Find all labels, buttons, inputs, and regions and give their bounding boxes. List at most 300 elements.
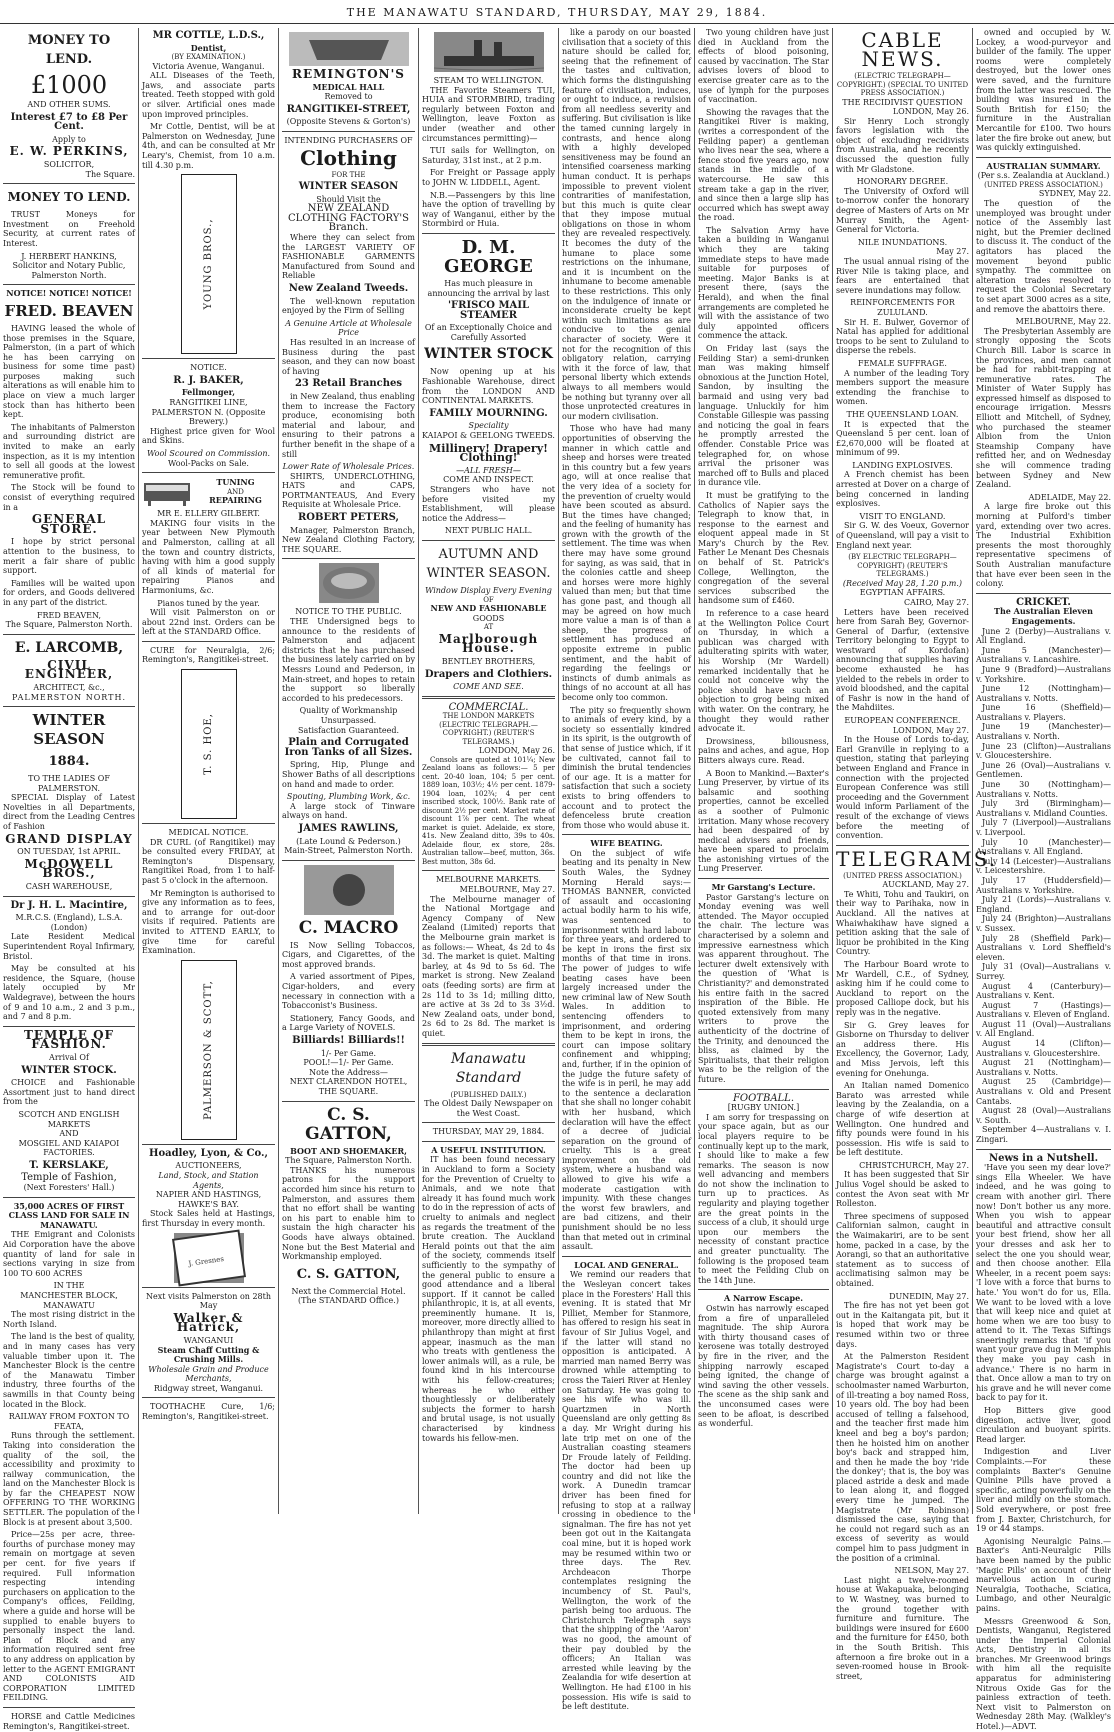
- dateline: LONDON, May 27.: [892, 725, 969, 735]
- article-heading: EGYPTIAN AFFAIRS.: [859, 588, 946, 598]
- article-text: Showing the ravages that the Rangitikei River is making, (writes a correspondent of the Feilding paper) a gentleman who lives near the sea, where a fence stood five years ago, now stands in the middle of a watercourse. He saw this stream take a gap in the river, and since then a large slip has occurred which has swept away the road.: [698, 107, 829, 223]
- text: Arrival Of: [49, 1052, 89, 1062]
- text: OF: [483, 595, 494, 604]
- advertiser-name: E. LARCOMB,: [14, 639, 124, 656]
- mortar-pestle-illustration: [289, 32, 409, 66]
- text: WANGANUI: [183, 1335, 234, 1345]
- text: KAIAPOI & GEELONG TWEEDS.: [422, 431, 555, 441]
- advertiser-name: FRED BEAVEN,: [36, 610, 102, 620]
- ad-text: The well-known reputation enjoyed by the Firm of Selling: [282, 296, 415, 316]
- article-heading: EUROPEAN CONFERENCE.: [844, 716, 961, 726]
- text: (Next Foresters' Hall.): [23, 1183, 115, 1193]
- text: NEXT CLARENDON HOTEL,: [289, 1077, 408, 1087]
- ad-text: in New Zealand, thus enabling them to increase the Factory produce, economising both material and labour, and ensuring to their patrons a further benefit in the shape of a still: [282, 391, 415, 459]
- text: POOL!—1/- Per Game.: [303, 1058, 394, 1068]
- text: FOR THE: [331, 170, 366, 179]
- text: TUNING: [216, 477, 255, 488]
- article-text: Indigestion and Liver Complaints.—For these complaints Baxter's Genuine Quinine Pills have proved a specific, acting powerfully on the liver and mildly on the stomach. Sold everywhere, or post free from J. Baxter, Christchurch, for 19 or 44 stamps.: [976, 1447, 1111, 1534]
- ad-heading: FAMILY MOURNING.: [429, 407, 548, 419]
- ad-heading: Millinery! Drapery! Clothing!: [429, 441, 548, 465]
- advertiser-name: R. J. BAKER,: [173, 374, 244, 386]
- text: Temple of Fashion,: [21, 1172, 117, 1184]
- text: 'FRISCO MAIL STEAMER: [447, 300, 530, 321]
- text: AND: [227, 487, 244, 496]
- text: AUCTIONEERS,: [175, 1161, 242, 1171]
- advertiser-name: T. KERSLAKE,: [29, 1159, 109, 1171]
- svg-text:J. Gresnes: J. Gresnes: [187, 1254, 224, 1268]
- text: Victoria Avenue, Wanganui.: [152, 61, 265, 71]
- text: (BY ELECTRIC TELEGRAPH—COPYRIGHT) (REUTER'S TELEGRAMS.): [848, 553, 957, 579]
- article-text: The Melbourne manager of the National Mortgage and Agency Company of New Zealand (Limited) reports that the Melbourne grain market is as follows:— Wheat, 4s 2d to 4s 3d. The market is quiet. Malting barley, at 4s 9d to 5s 6d. The market is strong. New Zealand oats (feeding sorts) are firm at 2s 11d to 3s 1d; milling ditto, are active at 3s 2d to 3s 3½d. New Zealand oats, under bond, 2s 6d to 2s 8d. The market is quiet.: [422, 894, 555, 1038]
- text: AT: [483, 623, 494, 632]
- text: Should Visit the: [316, 194, 381, 204]
- ad-text: N.B.—Passengers by this line have the option of travelling by way of Wanganui, either by the Stormbird or Huia.: [422, 190, 555, 229]
- text: (UNITED PRESS ASSOCIATION.): [984, 180, 1103, 189]
- article-text: A large fire broke out this morning at Pulford's timber yard, extending over two acres. The Industrial Exhibition presents the most thoroughly representative specimens of South Australian manufacture that have ever been seen in the colony.: [976, 502, 1111, 589]
- ad-text: May be consulted at his residence, the Square, (house lately occupied by Mr Waldegrave), between the hours of 9 and 10 a.m., 2 and 3 p.m., and 7 and 8 p.m.: [3, 964, 135, 1022]
- article-text: Those who have had many opportunities of observing the manner in which cattle and sheep and horses were treated in this country but a few years ago, will at once realise that the very idea of a society for the prevention of cruelty would have been scouted as absurd. But the times have changed; and the feeling of humanity has grown with the growth of the settlement. The time was when there may have some ground for saying, as was said, that in the colonies cattle and sheep and horses were more highly valued than men; but that time has gone past, and though all may be agreed on how much more value a man is of than a sheep, the progress of settlement has produced an opposite extreme in public sentiment, and the habit of regarding the feelings or instincts of dumb animals as things of no account at all has become only too common.: [562, 424, 691, 702]
- ad-heading: WINTER STOCK.: [21, 1064, 117, 1076]
- ad-text: Mr Remington is authorised to give any information as to fees, and to arrange for out-door visits if required. Patients are invited to ATTEND EARLY, to give time for careful Examination.: [142, 888, 275, 956]
- fixture-item: June 26 (Oval)—Australians v. Gentlemen.: [976, 760, 1111, 780]
- fixture-item: June 12 (Nottingham)—Australians v. Notts.: [976, 684, 1111, 703]
- article-text: Sir H. E. Bulwer, Governor of Natal has applied for additional troops to be sent to Zululand to disperse the rebels.: [836, 317, 969, 356]
- text: Land, Stock, and Station: [158, 1170, 259, 1180]
- text: [RUGBY UNION.]: [727, 1103, 800, 1113]
- text: Window Display Every Evening: [425, 585, 552, 595]
- ad-heading: NOTICE TO THE PUBLIC.: [295, 607, 402, 617]
- ad-heading: TEMPLE OF FASHION.: [23, 1027, 115, 1052]
- dateline: CAIRO, May 27.: [903, 597, 969, 607]
- article-heading: THE QUEENSLAND LOAN.: [846, 409, 959, 419]
- article-text: An Italian named Domenico Barato was arrested while leaving by the Zealandia, on a charge of wife desertion at Wellington. One hundred and fifty pounds were found in his possession. His wife is said to be left destitute.: [836, 1081, 969, 1158]
- article-text: The question of the unemployed was brought under notice of the Assembly last night, but the Premier declined to discuss it. The conduct of the agitators has placed the movement beyond public sympathy. The committee on alteration trades resolved to request the Colonial Secretary to set apart 3000 acres as a site, and remove the abattoirs there.: [976, 199, 1111, 314]
- text: Next visits Palmerston on 28th May: [146, 1291, 271, 1311]
- issue-date: THURSDAY, MAY 29, 1884.: [432, 1127, 545, 1137]
- fixture-item: July 14 (Leicester)—Australians v. Leicestershire.: [976, 856, 1111, 876]
- ad-text: Strangers who have not before visited my Establishment, will please notice the Address—: [422, 485, 555, 523]
- text: Wool Scoured on Commission.: [146, 448, 271, 458]
- text: CASH WAREHOUSE,: [25, 882, 113, 892]
- section-heading: MELBOURNE MARKETS.: [436, 875, 541, 885]
- article-text: Sir Henry Loch strongly favors legislation with the object of excluding recidivists from Australia, and he recently discussed the question fully with Mr Gladstone.: [836, 116, 969, 174]
- column-6: [695, 28, 832, 1514]
- text: TO THE LADIES OF PALMERSTON.: [28, 774, 110, 793]
- article-text: Letters have been received here from Sarah Bey, Governor-General of Darfur, (extensive Territory belonging to Egypt to westward of Kordofan) announcing that supplies having become exhausted he has yielded to the rebels in order to avoid bloodshed, and the capital of Fashr is now in the hand of the Mahdiites.: [836, 607, 969, 713]
- fixture-item: July 28 (Sheffield Park)—Australians v. Lord Sheffield's eleven.: [976, 933, 1111, 962]
- section-heading: News in a Nutshell.: [988, 1152, 1099, 1164]
- text: THE SQUARE.: [318, 1087, 379, 1096]
- ad-text: Will visit Palmerston on or about 22nd inst. Orders can be left at the STANDARD Office.: [142, 608, 275, 637]
- ad-text: THE Favorite Steamers TUI, HUIA and STORMBIRD, trading regularly between Foxton and Wellington, leave Foxton as under (weather and other circumstances permitting)—: [422, 85, 555, 143]
- dateline: LONDON, May 26.: [478, 746, 555, 756]
- text: INTENDING PURCHASERS OF: [284, 135, 413, 145]
- ad-text: ALL Diseases of the Teeth, Jaws, and associate parts treated. Teeth stopped with gold or silver. Artificial ones made upon improved principles.: [142, 71, 275, 119]
- article-text: At the Palmerston Resident Magistrate's Court to-day a charge was brought against a schoolmaster named Warburton, of ill-treating a boy named Ross, 10 years old. The boy had been accused of telling a falsehood, and the teacher first made him kneel and beg a boy's pardon; then he hoisted him on another boy's back and strapped him, and then he made the boy 'ride the donkey'; that is, the boy was placed astride a desk and made to lean along it, and flogged every time he jumped. The Magistrate (Mr Robinson) dismissed the case, saying that he could not regard such as an excess of severity as would compel him to pass judgment in the position of a criminal.: [836, 1352, 969, 1563]
- text: (Opposite Stevens & Gorton's): [286, 117, 411, 127]
- ad-heading: WINTER STOCK: [424, 346, 553, 363]
- article-heading: VISIT TO ENGLAND.: [859, 511, 946, 521]
- article-text: The University of Oxford will to-morrow confer the honorary degree of Masters of Arts on Mr Murray Smith, the Agent-General for Victoria.: [836, 186, 969, 235]
- article-text: The usual annual rising of the River Nile is taking place, and fears are entertained that severe inundations may follow.: [836, 257, 969, 295]
- ad-heading: GRAND DISPLAY: [5, 831, 133, 846]
- text: RANGITIKEI-STREET,: [286, 103, 411, 115]
- article-text: It has been suggested that Sir Julius Vogel should be asked to contest the Avon seat with Mr Rolleston.: [836, 1170, 969, 1209]
- text: The Oldest Daily Newspaper on the West Coast.: [424, 1099, 553, 1118]
- text: The Square.: [85, 169, 135, 179]
- fixture-item: August 25 (Cambridge)—Australians v. Old and Present Cantabs.: [976, 1077, 1111, 1106]
- text: The Square, Palmerston North.: [5, 620, 133, 630]
- advertiser-name: ROBERT PETERS,: [297, 512, 399, 524]
- column-8: [973, 28, 1114, 1732]
- text: Wholesale Grain and Produce Merchants,: [148, 1364, 269, 1384]
- interest-rate: Interest £7 to £8 Per Cent.: [10, 111, 128, 133]
- text: Agents,: [193, 1180, 224, 1190]
- text: SOLICITOR,: [43, 159, 95, 169]
- advertiser-name: C. MACRO: [298, 917, 399, 938]
- advertiser-name: MR E. ELLERY GILBERT.: [157, 509, 260, 519]
- dateline: SYDNEY, May 22.: [1038, 189, 1111, 199]
- article-text: Consols are quoted at 101¼; New Zealand loans as follows:— 5 per cent. 20-40 loan, 104; 5 per cent. 1889 loan, 103½; 4½ per cent. 1879-1904 loan, 102¾; 4 per cent inscribed stock, 100½. Bank rate of discount 2½ per cent. Market rate of discount 1⅞ per cent. The wheat market is quiet. Adelaide, ex store, 41s. New Zealand ditto, 39s to 40s. Adelaide flour, ex store, 28s. Australian tallow—beef, mutton, 36s. Best mutton, 38s 6d.: [422, 755, 555, 866]
- text: ARCHITECT, &c.,: [33, 682, 105, 692]
- ad-text: THANKS his numerous patrons for the support accorded him since his return to Palmerston, and assures them that no effort shall be wanting on his part to enable him to sustain the high character his Goods have always obtained. None but the Best Material and Workmanship employed.: [282, 1165, 415, 1262]
- ad-text: The Stock will be found to consist of everything required in a: [3, 483, 135, 512]
- tinware-illustration: [319, 563, 379, 603]
- dateline: AUCKLAND, May 27.: [882, 880, 969, 890]
- ad-text: TUI sails for Wellington, on Saturday, 31st inst., at 2 p.m.: [422, 146, 555, 165]
- text: (Received May 28, 1.20 p.m.): [842, 578, 963, 588]
- text: Steam Chaff Cutting & Crushing Mills.: [157, 1344, 260, 1365]
- article-text: The Harbour Board wrote to Mr Wardell, C.E., of Sydney, asking him if he could come to Auckland to report on the proposed Calliope dock, but his reply was in the negative.: [836, 960, 969, 1017]
- text: NEW AND FASHIONABLE: [430, 603, 547, 614]
- ad-text: SPECIAL Display of Latest Novelties in all Departments, direct from the Leading Centres of Fashion: [3, 793, 135, 832]
- column-1: [0, 28, 138, 1731]
- advertiser-name: D. M. GEORGE: [444, 236, 533, 277]
- fixture-item: June 16 (Sheffield)—Australians v. Players.: [976, 703, 1111, 722]
- fixture-item: July 3rd (Birmingham)—Australians v. Midland Counties.: [976, 799, 1111, 818]
- fixture-item: July 7 (Liverpool)—Australians v. Liverpool.: [976, 818, 1111, 837]
- hoe-boxed-ad: [181, 669, 237, 819]
- dateline: MELBOURNE, May 27.: [459, 885, 555, 894]
- loan-amount: £1000: [30, 71, 108, 99]
- ad-heading: New Zealand Tweeds.: [288, 283, 409, 294]
- ad-text: Now opening up at his Fashionable Warehouse, direct from the LONDON AND CONTINENTAL MARKETS.: [422, 367, 555, 406]
- text: ON TUESDAY, 1st APRIL.: [17, 847, 121, 857]
- article-heading: LANDING EXPLOSIVES.: [852, 460, 953, 470]
- article-text: A number of the leading Tory members support the measure extending the franchise to women.: [836, 368, 969, 407]
- fixture-item: July 31 (Oval)—Australians v. Surrey.: [976, 962, 1111, 981]
- article-heading: REINFORCEMENTS FOR ZULULAND.: [850, 298, 955, 317]
- column-5: [559, 28, 694, 1712]
- piano-illustration: [142, 477, 192, 507]
- dateline: ADELAIDE, May 22.: [1028, 492, 1111, 502]
- fixture-item: August 28 (Oval)—Australians v. South.: [976, 1106, 1111, 1125]
- article-heading: The Australian Eleven Engagements.: [994, 606, 1093, 626]
- fixture-item: June 23 (Clifton)—Australians v. Gloucestershire.: [976, 741, 1111, 761]
- ad-heading: CIVIL ENGINEER,: [24, 657, 114, 682]
- fixture-item: June 5 (Manchester)—Australians v. Lancashire.: [976, 645, 1111, 665]
- ad-text: I hope by strict personal attention to the business, to merit a fair share of public support.: [3, 537, 135, 576]
- ad-text: TOOTHACHE Cure, 1/6; Remington's, Rangitikei-street.: [142, 1402, 275, 1422]
- text: Next the Commercial Hotel.: [291, 1286, 406, 1296]
- fixture-list: [976, 627, 1111, 1145]
- article-text: Messrs Greenwood & Son, Dentists, Wanganui, Registered under the Imperial Colonial Acts, Dentistry in all its branches. Mr Greenwood brings with him all the requisite apparatus for administering Nitrous Oxide Gas for the painless extraction of teeth. Next visit to Palmerston on Wednesday 28th May. (Walkley's Hotel.)—ADVT.: [976, 1616, 1111, 1732]
- ad-text: CURE for Neuralgia, 2/6; Remington's, Rangitikei-street.: [142, 645, 275, 665]
- article-text: Last night a twelve-roomed house at Wakapuaka, belonging to W. Wastney, was burned to the ground together with furniture and furniture. The buildings were insured for £600 and the furniture for £450, both in the South British. This afternoon a fire broke out in a seven-roomed house in Brook-street,: [836, 1575, 969, 1681]
- section-heading: TELEGRAMS.: [836, 846, 998, 871]
- dateline: CHRISTCHURCH, May 27.: [859, 1160, 969, 1170]
- text: Of an Exceptionally Choice and Carefully Assorted: [424, 323, 553, 342]
- section-heading: AUSTRALIAN SUMMARY.: [986, 160, 1101, 171]
- ad-heading: Plain and Corrugated Iron Tanks of all Sizes.: [284, 737, 413, 758]
- text: THE LONDON MARKETS: [442, 712, 535, 721]
- fixture-item: August 7 (Hastings)—Australians v. Eleven of England.: [976, 1000, 1111, 1020]
- text: REPAIRING: [209, 495, 262, 506]
- text: (PUBLISHED DAILY.): [450, 1090, 527, 1099]
- article-text: On the subject of wife beating and its penalty in New South Wales, the Sydney Morning Herald says:— THOMAS BANNER, convicted of assault and occasioning actual bodily harm to his wife, was sentenced to imprisonment with hard labour for three years, and ordered to be kept in irons the first six months of that time in irons. The power of judges to wife beating cases have been largely increased under the new criminal law of New South Wales. In addition to sentencing offenders to imprisonment, and ordering them to be kept in irons, the court can impose solitary confinement and whipping; and, further, if in the opinion of the judge the future safety of the wife is in peril, he may add to the sentence a declaration that she shall no longer cohabit with her husband, which declaration will have the effect of a decree of judicial separation on the ground of cruelty. This is a great improvement on the old system, where a husband was allowed to give his wife a moderate castigation with impunity. With these changes the worst few brawlers, and are bad citizens, and their punishment should be no less than that meted out in criminal assault.: [562, 848, 691, 1252]
- text: The Square, Palmerston North.: [285, 1156, 412, 1166]
- text: —ALL FRESH—: [456, 465, 521, 475]
- text: Ridgway street, Wanganui.: [153, 1383, 264, 1393]
- palmerson-scott-boxed-ad: [181, 960, 237, 1140]
- ad-text: Late Resident Medical Superintendent Royal Infirmary, Bristol.: [3, 932, 135, 961]
- ad-text: J. HERBERT HANKINS, Solicitor and Notary Public, Palmerston North.: [12, 251, 126, 280]
- ad-text: THE Undersigned begs to announce to the residents of Palmerston and adjacent districts that he has purchased the business lately carried on by Messrs Lound and Pederson, in Main-street, and hopes to retain the support so liberally accorded to his predecessors.: [282, 617, 415, 703]
- ad-text: MAKING four visits in the year between New Plymouth and Palmerston, calling at all the town and country districts, having with him a good supply of all kinds of material for repairing Pianos and Harmoniums, &c.: [142, 518, 275, 595]
- fixture-item: June 19 (Manchester)—Australians v. North.: [976, 722, 1111, 742]
- text: RAILWAY FROM FOXTON TO FEATA,: [8, 1412, 130, 1431]
- money-to-lend-heading: MONEY TO LEND.: [27, 33, 111, 67]
- ad-text: A varied assortment of Pipes, Cigar-holders, and every necessary in connection with a Tobacconist's Business.: [282, 972, 415, 1011]
- text: FACTORIES.: [43, 1148, 95, 1158]
- fixture-item: August 21 (Nottingham)—Australians v. Notts.: [976, 1058, 1111, 1077]
- ad-text: The most rising district in the North Island.: [3, 1310, 135, 1329]
- advertiser-name: C. S. GATTON,: [305, 1104, 392, 1144]
- ad-heading: GENERAL STORE.: [31, 512, 107, 536]
- dateline: DUNEDIN, May 27.: [889, 1291, 969, 1301]
- fixture-item: June 2 (Derby)—Australians v. All England.: [976, 626, 1111, 646]
- ad-text: Families will be waited upon for orders, and Goods delivered in any part of the district.: [3, 578, 135, 607]
- column-7: [833, 28, 998, 1681]
- article-text: We remind our readers that the Wesleyan concert takes place in the Foresters' Hall this evening. It is stated that Mr Pilliet, Member for Stanmore, has offered to resign his seat in favour of Sir Julius Vogel, and if the latter will stand no opposition is anticipated. A married man named Berry was drowned while attempting to cross the Taieri River at Henley on Saturday. He was going to see his wife who was ill. Quartzmen in North Queensland are only getting 8s a day. Mr Wright during his late trip met on one of the Australian coasting steamers Dr Froude lately of Feilding. The doctor had been up country and did not like the work. A Dunedin tramcar driver has been fined for refusing to stop at a railway crossing in obedience to the signalman. The fire has not yet been got out in the Kaitangata coal mine, but it is hoped work may be resumed within two or three days. The Rev. Archdeacon Thorpe contemplates resigning the incumbency of St. Paul's, Wellington, the work of the parish being too arduous. The Christchurch Telegraph says that the shipping of the 'Aaron' was no good, the amount of their pay doubled by the officers; An Italian was arrested while leaving by the Zealandia for wife desertion at Wellington. He had £100 in his possession. His wife is said to be left destitute.: [562, 1270, 691, 1712]
- advertiser-name: C. S. GATTON,: [296, 1266, 401, 1282]
- ad-text: HORSE and Cattle Medicines Remington's, Rangitikei-street.: [3, 1711, 135, 1731]
- advertiser-name: E. W. PERKINS,: [9, 144, 129, 159]
- article-text: owned and occupied by W. Lockey, a wood-purveyor and builder of the family. The upper rooms were completely destroyed, but the lower ones were saved, and the furniture from the latter was rescued. The building was insured in the South British for £150; the furniture in the Australian Mercantile for £100. Two hours later the fire broke out anew, but was quickly extinguished.: [976, 28, 1111, 153]
- advertiser-name: MR COTTLE, L.D.S.,: [152, 30, 265, 41]
- article-heading: A USEFUL INSTITUTION.: [431, 1144, 546, 1155]
- text: NOTICE.: [190, 363, 227, 373]
- text: (BY EXAMINATION.): [171, 53, 246, 62]
- article-heading: FEMALE SUFFRAGE.: [858, 358, 947, 368]
- article-text: Hop Bitters give good digestion, active liver, good circulation and buoyant spirits. Read larger.: [976, 1406, 1111, 1444]
- text: (Per s.s. Zealandia at Auckland.): [977, 171, 1110, 181]
- article-text: The pity so frequently shown to animals of every kind, by a society so essentially kindred in its spirit, is the outgrowth of that sense of justice which, if it be cultivated, cannot fail to diminish the brutal tendencies of our age. It is a matter for satisfaction that such a society exists to bring offenders to account and to protect the defenceless brute creation from those who would abuse it.: [562, 705, 691, 830]
- column-2: [139, 28, 278, 1514]
- article-text: Agonising Neuralgic Pains.—Baxter's Anti-Neuralgic Pills have been named by the public 'Magic Pills' on account of their marvellous action in curing Neuralgia, Toothache, Sciatica, Lumbago, and other Neuralgic pains.: [976, 1536, 1111, 1613]
- article-text: Te Whiti, Tohu and Taukiri, on their way to Parihaka, now in Auckland. All the natives at Whaiwhakihaw have signed a petition asking that the sale of liquor be prohibited in the King Country.: [836, 889, 969, 957]
- dateline: MELBOURNE, May 22.: [1015, 317, 1111, 327]
- ad-text: Mr Cottle, Dentist, will be at Palmerston on Wednesday, June 4th, and can be consulted at Mr Leary's, Chemist, from 10 a.m. till 4.30 p.m.: [142, 122, 275, 170]
- text: Has much pleasure in announcing the arrival by last: [427, 278, 550, 298]
- fixture-item: August 14 (Clifton)—Australians v. Gloucestershire.: [976, 1039, 1111, 1058]
- ad-text: THE Emigrant and Colonists Aid Corporation have the above quantity of land for sale in sections varying in size from 100 TO 600 ACRES: [3, 1230, 135, 1278]
- text: Speciality: [468, 421, 509, 431]
- text: Satisfaction Guaranteed.: [297, 725, 400, 735]
- article-text: Drowsiness, biliousness, pains and aches, and ague, Hop Bitters always cure. Read.: [698, 736, 829, 765]
- article-text: In the House of Lords to-day, Earl Granville in replying to a question, stating that parleying between England and France in connection with the projected European Conference was still proceeding and the Government would inform Parliament of the result of the exchange of views before the meeting of convention.: [836, 735, 969, 841]
- ad-text: Runs through the settlement. Taking into consideration the quality of the soil, the accessibility and proximity to railway communication, the land on the Manchester Block is by far the CHEAPEST NOW OFFERING TO THE WORKING SETTLER. The population of the Block is at present about 3,500.: [3, 1431, 135, 1527]
- column-4: [419, 28, 558, 1514]
- money-to-lend-heading: MONEY TO LEND.: [7, 190, 131, 205]
- article-heading: A Narrow Escape.: [723, 1293, 804, 1304]
- ad-text: Spring, Hip, Plunge and Shower Baths of all descriptions on hand and made to order.: [282, 760, 415, 789]
- text: Removed to: [324, 92, 373, 102]
- text: AND OTHER SUMS.: [27, 100, 111, 109]
- newspaper-title: Manawatu Standard: [450, 1050, 527, 1086]
- advertiser-name: Walker & Hatrick,: [173, 1310, 244, 1335]
- article-text: It is expected that the Queensland 5 per cent. loan of £2,670,000 will be floated at minimum of 99.: [836, 419, 969, 458]
- text: Note the Address—: [309, 1067, 388, 1077]
- text: Fellmonger,: [181, 387, 236, 398]
- ad-heading: 35,000 ACRES OF FIRST CLASS LAND FOR SALE IN MANAWATU.: [8, 1200, 130, 1230]
- text: RANGITIKEI LINE, PALMERSTON N. (Opposite Brewery.): [151, 398, 266, 427]
- advertiser-name: FRED. BEAVEN: [4, 301, 134, 320]
- ad-heading: AUTUMN AND WINTER SEASON.: [426, 546, 551, 581]
- article-text: Two young children have just died in Auckland from the effects of blood poisoning, caused by vaccination. The Star advises lovers of blood to exercise greater care as to the use of lymph for the purposes of vaccination.: [698, 28, 829, 105]
- section-heading: CRICKET.: [1016, 596, 1071, 608]
- ad-heading: Billiards! Billiards!!: [292, 1035, 405, 1047]
- article-text: It must be gratifying to the Catholics of Napier says the Telegraph to know that, in response to the earnest and eloquent appeal made in St Mary's Church by the Rev. Father Le Menant Des Chesnais on behalf of St. Patrick's College, Wellington, the congregation of the several services subscribed the handsome sum of £460.: [698, 490, 829, 606]
- young-bros-boxed-ad: [181, 174, 237, 354]
- text: Quality of Workmanship Unsurpassed.: [299, 706, 398, 725]
- ad-text: SHIRTS, UNDERCLOTHING, HATS and CAPS, PORTMANTEAUS, And Every Requisite at Wholesale Price.: [282, 471, 415, 510]
- fixture-item: July 17 (Huddersfield)—Australians v. Yorkshire.: [976, 875, 1111, 895]
- text: HAWKE'S BAY.: [178, 1199, 239, 1209]
- ad-heading: 1884.: [48, 754, 90, 770]
- advertiser-name: REMINGTON'S: [292, 67, 405, 81]
- article-text: I am sorry for trespassing on your space again, but as our local players require to be continually kept up to the mark, I should like to make a few remarks. The season is now well advancing and members do not show the inclination to turn up to practices. As regularity and playing together are the great points in the success of a club, it should urge upon our members the necessity of constant practice and greater punctuality. The following is the proposed team to meet the Feilding Club on the 14th June.: [698, 1112, 829, 1285]
- fixture-item: July 24 (Brighton)—Australians v. Sussex.: [976, 914, 1111, 933]
- text: (The STANDARD Office.): [298, 1296, 399, 1306]
- text: Spouting, Plumbing Work, &c.: [286, 792, 411, 802]
- text: Branch.: [328, 222, 369, 234]
- advertiser-name: JAMES RAWLINS,: [298, 822, 399, 834]
- text: PALMERSTON NORTH.: [11, 692, 126, 702]
- article-heading: NILE INUNDATIONS.: [857, 237, 948, 247]
- dateline: May 27.: [936, 247, 969, 257]
- text: M.R.C.S. (England), L.S.A. (London): [15, 913, 123, 932]
- masthead: THE MANAWATU STANDARD, THURSDAY, MAY 29, 1884.: [0, 6, 1114, 24]
- article-text: A Boon to Mankind.—Baxter's Lung Preserver, by virtue of its balsamic and soothing properties, cannot be excelled as a soother of Pulmonic irritation. Many whose recovery had been despaired of by medical advisers and friends, have been spared to proclaim the astonishing virtues of the Lung Preserver.: [698, 768, 829, 874]
- ad-text: IS Now Selling Tobaccos, Cigars, and Cigarettes, of the most approved brands.: [282, 940, 415, 969]
- stamp-illustration: [174, 1233, 244, 1283]
- ad-text: HAVING leased the whole of those premises in the Square, Palmerston, (in a part of which he has been carrying on business for some time past) purposes making such alterations as will enable him to place on view a much larger stock than has hitherto been kept.: [3, 323, 135, 420]
- ad-text: CHOICE and Fashionable Assortment just to hand direct from the: [3, 1078, 135, 1107]
- text: GOODS: [472, 613, 505, 623]
- text: MANCHESTER BLOCK, MANAWATU: [20, 1291, 118, 1310]
- article-text: In reference to a case heard at the Wellington Police Court on Thursday, in which a publican was charged with adulterating spirits with water, his Worship (Mr Wardell) remarked incidentally that he could not conceive why the police should have such an objection to grog being mixed with water. On the contrary, he thought they would rather advocate it.: [698, 609, 829, 734]
- tobacconist-illustration: [304, 865, 394, 915]
- article-text: Ostwin has narrowly escaped from a fire of unparalleled magnitude. The ship Aurora with thirty thousand cases of kerosene was totally destroyed by fire in the river, and the shipping narrowly escaped being ignited, the change of wind saving the other vessels. The scene as the ship sank and the unconsumed cases were seen to be afloat, is described as wonderful.: [698, 1304, 829, 1429]
- boxed-ad-text: YOUNG BROS.,: [202, 218, 214, 310]
- ad-text: Highest price given for Wool and Skins.: [142, 426, 275, 446]
- text: 1/- Per Game.: [320, 1048, 377, 1058]
- fixture-item: August 4 (Canterbury)—Australians v. Kent.: [976, 981, 1111, 1001]
- section-heading: CABLE NEWS.: [861, 28, 944, 71]
- text: A Genuine Article at Wholesale Price: [285, 318, 412, 338]
- text: Lower Rate of Wholesale Prices.: [282, 462, 415, 472]
- ad-text: Has resulted in an increase of Business during the past season, and they can now boast of having: [282, 337, 415, 376]
- fixture-item: August 11 (Oval)—Australians v. All England.: [976, 1019, 1111, 1039]
- text: IN THE: [53, 1281, 85, 1291]
- article-text: The fire has not yet been got out in the Kaitangata pit, but it is hoped that work may be resumed within two or three days.: [836, 1301, 969, 1349]
- advertiser-name: Hoadley, Lyon, & Co.,: [149, 1147, 268, 1159]
- article-text: 'Have you seen my dear love?' sings Ella Wheeler. We have indeed, and he was going to cream with another girl. There now! Don't bother us any more. When you wish to appear beautiful and attractive consult your best friend, show her all your dresses and ask her to select the one you should wear, and then choose another. Ella Wheeler, in a recent poem says: 'I love with a force that burns to hate.' You won't do for us, Ella. We want to be loved with a love that will keep nice and quiet at home when we are too busy to attend to it. The Texas Siftings sneeringly remarks that 'if you want your grave dug in Memphis they make you pay cash in advance.' There is no harm in that. Once allow a man to try on his grave and he will never come back to pay for it.: [976, 1163, 1111, 1403]
- text: CLOTHING FACTORY'S: [288, 212, 409, 224]
- article-heading: Mr Garstang's Lecture.: [711, 882, 816, 893]
- ad-heading: Marlborough House.: [438, 631, 539, 656]
- text: Drapers and Clothiers.: [424, 668, 553, 680]
- text: (Late Lound & Pederson.): [296, 836, 401, 846]
- ad-text: A large stock of Tinware always on hand.: [282, 801, 415, 821]
- text: Apply to: [52, 134, 86, 144]
- text: SCOTCH AND ENGLISH MARKETS: [18, 1109, 120, 1129]
- dateline: NELSON, May 27.: [894, 1566, 969, 1576]
- text: (UNITED PRESS ASSOCIATION.): [843, 871, 962, 880]
- article-text: Sir G. W. des Voeux, Governor of Queensland, will pay a visit to England next year.: [836, 521, 969, 550]
- text: (ELECTRIC TELEGRAPH.—COPYRIGHT.) (REUTER'S TELEGRAMS.): [439, 720, 538, 746]
- advertiser-name: Dr J. H. L. Macintire,: [10, 899, 128, 911]
- text: COME AND INSPECT.: [443, 475, 534, 485]
- section-heading: COMMERCIAL.: [448, 701, 529, 713]
- text: MOSGIEL AND KAIAPOI: [18, 1138, 120, 1148]
- article-heading: LOCAL AND GENERAL.: [574, 1259, 679, 1270]
- article-heading: HONORARY DEGREE.: [856, 177, 949, 187]
- article-text: The Presbyterian Assembly are strongly opposing the Scots Church Bill. Labor is scarce in the provinces, and men cannot be had for rabbit-trapping at remunerative rates. The Minister of Water Supply has expressed himself as disposed to encourage irrigation. Messrs Elliott and Mitchell, of Sydney, who purchased the steamer Albion from the Union Steamship Company have refitted her, and on Wednesday she will commence trading between Sydney and New Zealand.: [976, 326, 1111, 490]
- text: NEW ZEALAND: [307, 203, 390, 215]
- ad-heading: Clothing: [300, 145, 397, 170]
- fixture-item: July 21 (Lords)—Australians v. England.: [976, 895, 1111, 914]
- article-text: A French chemist has been arrested at Dover on a charge of being concerned in landing explosives.: [836, 470, 969, 509]
- text: AND: [59, 1129, 79, 1139]
- boxed-ad-text: PALMERSON & SCOTT,: [202, 979, 214, 1120]
- fixture-item: July 10 (Manchester)—Australians v. All England.: [976, 837, 1111, 857]
- boxed-ad-text: T. S. HOE,: [202, 713, 214, 775]
- ad-text: Stationery, Fancy Goods, and a Large Variety of NOVELS.: [282, 1013, 415, 1033]
- dateline: LONDON, May 26.: [892, 107, 969, 117]
- column-3: [279, 28, 418, 1514]
- article-heading: FOOTBALL.: [732, 1092, 795, 1104]
- ad-text: DR CURL (of Rangitikei) may be consulted every FRIDAY, at Remington's Dispensary, Rangitikei Road, from 1 to half-past 5 o'clock in the afternoon.: [142, 837, 275, 886]
- text: MEDICAL HALL: [312, 81, 385, 92]
- ad-text: The inhabitants of Palmerston and surrounding district are invited to make an early inspection, as it is my intention to sell all goods at the lowest remunerative profit.: [3, 422, 135, 480]
- article-text: Three specimens of supposed Californian salmon, caught in the Waimakariri, are to be sent home, packed in a case, by the Aorangi, so that an authoritative statement as to success of acclimatising salmon may be obtained.: [836, 1211, 969, 1288]
- ad-heading: WINTER SEASON: [32, 711, 106, 749]
- fixture-item: June 30 (Nottingham)—Australians v. Notts.: [976, 780, 1111, 799]
- text: (ELECTRIC TELEGRAPH—COPYRIGHT.) (SPECIAL TO UNITED PRESS ASSOCIATION.): [836, 72, 969, 97]
- text: NEXT PUBLIC HALL.: [444, 526, 533, 536]
- notice-heading: NOTICE! NOTICE! NOTICE!: [6, 288, 132, 299]
- text: COME AND SEE.: [453, 682, 524, 692]
- article-text: On Friday last (says the Feilding Star) a semi-drunken man was making himself obnoxious at the Junction Hotel, Sandon, by insulting the barmaid and using very bad language. Unluckily for him Constable Gillespie was passing and noticing the goal in fears he promptly arrested the offender. Constable Price was telegraphed for, on whose arrival the prisoner was marched off to Bulls and placed in durance vile.: [698, 344, 829, 488]
- article-text: The Salvation Army have taken a building in Wanganui which they are taking immediate steps to have made suitable for purposes of meeting. Major Banks is at present there, (says the Herald), and when the final arrangements are completed he will with the assistance of two duly appointed officers commence the attack.: [698, 225, 829, 341]
- text: Main-Street, Palmerston North.: [284, 846, 413, 856]
- text: Wool-Packs on Sale.: [168, 458, 249, 468]
- text: NAPIER AND HASTINGS,: [155, 1190, 262, 1200]
- ad-heading: MEDICAL NOTICE.: [168, 828, 249, 838]
- article-text: like a parody on our boasted civilisation that a society of this nature should be called for, seeing that the refinement of the tastes and cultivation, which forms the distinguishing feature of civilisation, induces, or ought to induce, a revulsion from all needless severity and suffering. But civilisation is like the tamed cunning largely in contrasts, and hence along with a highly developed sensitiveness may be found an intensified coarseness marking human conduct. It is perhaps impossible to prevent violent contrarities of manifestation, but this much is quite clear that they impose mutual obligations on those in whom they are revealed respectively. It becomes the duty of the humane to place some restrictions on the inhumane, and it is incumbent on the inhumane to become amenable to these restrictions. This only on the indulgence of innate or inconsiderate cruelty be kept within such limitations as are conducive to the genial character of society. Were it not for the recognition of this obligatory relation, carrying with it the force of law, that personal liberty which extends always to all members would be nothing but tyranny over all those unprotected creatures in our modern civilisation.: [562, 28, 691, 421]
